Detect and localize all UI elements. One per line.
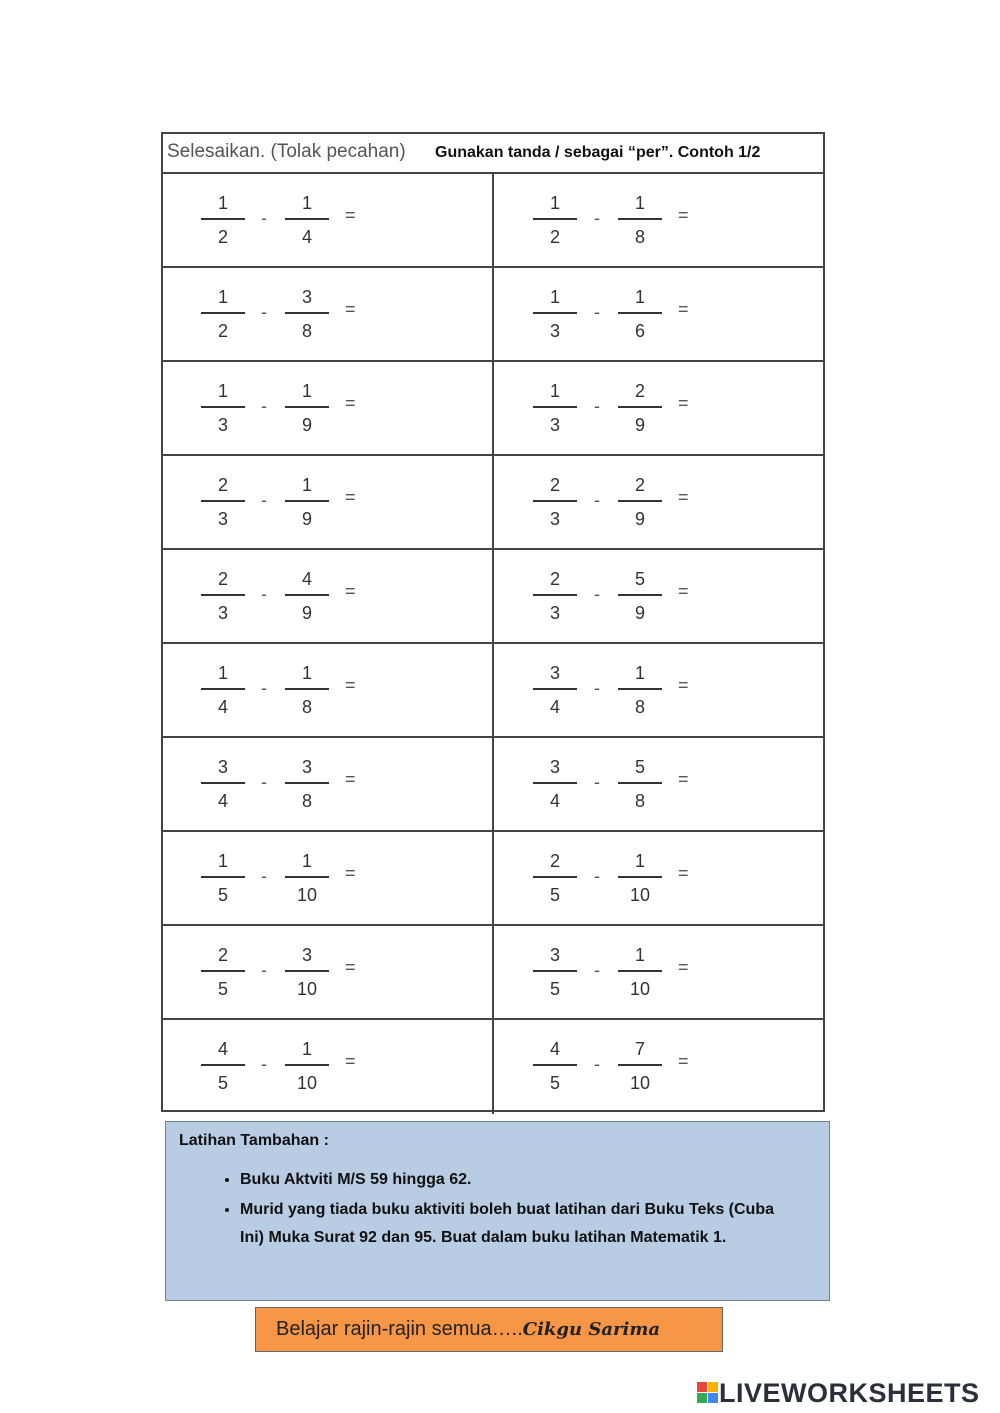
problem-row	[163, 832, 823, 926]
fraction-minuend	[533, 754, 577, 814]
problem-cell-left	[163, 174, 494, 266]
numerator: 1	[217, 381, 228, 401]
fraction-bar	[201, 688, 245, 690]
fraction-bar	[618, 876, 662, 878]
problem-cell-right	[494, 738, 825, 830]
fraction-subtrahend	[285, 472, 329, 532]
extra-exercise-item: • Buku Aktviti M/S 59 hingga 62.	[240, 1166, 800, 1194]
encouragement-message: Belajar rajin-rajin semua…..	[276, 1318, 523, 1340]
equals-sign: =	[345, 863, 356, 883]
fraction-bar	[618, 782, 662, 784]
minus-sign: -	[261, 772, 267, 792]
denominator: 8	[301, 321, 312, 341]
denominator: 4	[549, 697, 560, 717]
encouragement-banner	[255, 1307, 723, 1352]
numerator: 4	[549, 1039, 560, 1059]
fraction-bar	[618, 312, 662, 314]
problem-cell-left	[163, 644, 494, 736]
denominator: 3	[549, 509, 560, 529]
minus-sign: -	[261, 584, 267, 604]
numerator: 1	[301, 663, 312, 683]
fraction-subtrahend	[285, 848, 329, 908]
fraction-minuend	[533, 472, 577, 532]
fraction-bar	[285, 500, 329, 502]
fraction-minuend	[533, 190, 577, 250]
problem-cell-right	[494, 456, 825, 548]
problem-cell-left	[163, 1020, 494, 1114]
denominator: 3	[217, 603, 228, 623]
numerator: 3	[301, 287, 312, 307]
fraction-minuend	[201, 754, 245, 814]
denominator: 9	[301, 415, 312, 435]
minus-sign: -	[594, 490, 600, 510]
problem-cell-right	[494, 174, 825, 266]
denominator: 3	[217, 415, 228, 435]
fraction-minuend	[201, 1036, 245, 1096]
denominator: 5	[217, 1073, 228, 1093]
fraction-bar	[618, 500, 662, 502]
minus-sign: -	[594, 1054, 600, 1074]
numerator: 1	[634, 663, 645, 683]
problem-row	[163, 550, 823, 644]
fraction-minuend	[201, 378, 245, 438]
denominator: 10	[629, 885, 651, 905]
minus-sign: -	[261, 208, 267, 228]
fraction-minuend	[201, 848, 245, 908]
denominator: 9	[634, 509, 645, 529]
equals-sign: =	[345, 299, 356, 319]
numerator: 2	[217, 475, 228, 495]
numerator: 4	[301, 569, 312, 589]
logo-square-yellow	[708, 1382, 718, 1392]
problem-cell-left	[163, 550, 494, 642]
fraction-bar	[618, 594, 662, 596]
denominator: 5	[549, 1073, 560, 1093]
fraction-subtrahend	[285, 660, 329, 720]
equals-sign: =	[345, 1051, 356, 1071]
fraction-subtrahend	[618, 378, 662, 438]
extra-exercise-list	[210, 1166, 800, 1254]
extra-exercise-title: Latihan Tambahan :	[179, 1132, 329, 1149]
fraction-subtrahend	[618, 942, 662, 1002]
worksheet-header	[163, 134, 823, 174]
equals-sign: =	[345, 487, 356, 507]
problem-cell-left	[163, 832, 494, 924]
equals-sign: =	[678, 487, 689, 507]
problem-cell-right	[494, 268, 825, 360]
denominator: 4	[217, 697, 228, 717]
fraction-bar	[201, 1064, 245, 1066]
numerator: 1	[301, 193, 312, 213]
numerator: 1	[634, 945, 645, 965]
numerator: 2	[217, 945, 228, 965]
denominator: 2	[217, 321, 228, 341]
problem-row	[163, 362, 823, 456]
fraction-bar	[201, 970, 245, 972]
numerator: 1	[634, 287, 645, 307]
equals-sign: =	[345, 581, 356, 601]
problem-row	[163, 926, 823, 1020]
fraction-bar	[533, 406, 577, 408]
denominator: 8	[301, 697, 312, 717]
denominator: 5	[549, 979, 560, 999]
logo-square-green	[697, 1393, 707, 1403]
instruction-note: Gunakan tanda / sebagai “per”. Contoh 1/2	[435, 144, 761, 161]
equals-sign: =	[345, 769, 356, 789]
numerator: 4	[217, 1039, 228, 1059]
minus-sign: -	[594, 302, 600, 322]
numerator: 1	[301, 851, 312, 871]
fraction-bar	[201, 876, 245, 878]
fraction-subtrahend	[618, 566, 662, 626]
minus-sign: -	[261, 866, 267, 886]
fraction-subtrahend	[618, 660, 662, 720]
fraction-bar	[285, 876, 329, 878]
equals-sign: =	[345, 957, 356, 977]
minus-sign: -	[261, 1054, 267, 1074]
encouragement-text	[276, 1318, 660, 1341]
fraction-subtrahend	[285, 284, 329, 344]
problem-row	[163, 456, 823, 550]
minus-sign: -	[261, 960, 267, 980]
problem-row	[163, 644, 823, 738]
denominator: 3	[549, 321, 560, 341]
numerator: 1	[549, 287, 560, 307]
fraction-bar	[533, 782, 577, 784]
numerator: 1	[634, 851, 645, 871]
problem-row	[163, 738, 823, 832]
problem-cell-right	[494, 550, 825, 642]
problem-cell-left	[163, 268, 494, 360]
numerator: 1	[301, 381, 312, 401]
fraction-minuend	[201, 942, 245, 1002]
numerator: 1	[634, 193, 645, 213]
fraction-bar	[618, 218, 662, 220]
numerator: 2	[549, 569, 560, 589]
denominator: 10	[296, 1073, 318, 1093]
fraction-bar	[533, 1064, 577, 1066]
teacher-signature: Cikgu Sarima	[522, 1319, 661, 1340]
minus-sign: -	[594, 772, 600, 792]
fraction-bar	[618, 1064, 662, 1066]
numerator: 3	[301, 757, 312, 777]
numerator: 1	[217, 663, 228, 683]
fraction-bar	[285, 312, 329, 314]
numerator: 1	[217, 851, 228, 871]
fraction-bar	[285, 406, 329, 408]
numerator: 5	[634, 569, 645, 589]
numerator: 3	[217, 757, 228, 777]
numerator: 2	[217, 569, 228, 589]
fraction-subtrahend	[618, 848, 662, 908]
denominator: 8	[634, 227, 645, 247]
equals-sign: =	[678, 769, 689, 789]
numerator: 1	[301, 475, 312, 495]
fraction-subtrahend	[618, 190, 662, 250]
minus-sign: -	[261, 678, 267, 698]
fraction-bar	[285, 594, 329, 596]
fraction-minuend	[533, 1036, 577, 1096]
numerator: 1	[301, 1039, 312, 1059]
fraction-subtrahend	[285, 190, 329, 250]
fraction-bar	[201, 312, 245, 314]
fraction-minuend	[533, 284, 577, 344]
problem-cell-right	[494, 832, 825, 924]
fraction-minuend	[201, 472, 245, 532]
denominator: 9	[634, 415, 645, 435]
minus-sign: -	[594, 396, 600, 416]
minus-sign: -	[594, 960, 600, 980]
minus-sign: -	[594, 208, 600, 228]
equals-sign: =	[678, 205, 689, 225]
fraction-bar	[201, 406, 245, 408]
fraction-bar	[285, 782, 329, 784]
fraction-bar	[285, 970, 329, 972]
minus-sign: -	[261, 396, 267, 416]
denominator: 2	[217, 227, 228, 247]
equals-sign: =	[678, 957, 689, 977]
minus-sign: -	[261, 302, 267, 322]
instruction-text: Selesaikan. (Tolak pecahan)	[167, 141, 406, 162]
fraction-bar	[201, 782, 245, 784]
fraction-subtrahend	[618, 1036, 662, 1096]
problem-row	[163, 1020, 823, 1114]
denominator: 10	[629, 1073, 651, 1093]
problem-row	[163, 268, 823, 362]
extra-exercise-item: • Murid yang tiada buku aktiviti boleh buat latihan dari Buku Teks (Cuba Ini) Muka Surat 92 dan 95. Buat dalam buku latihan Matematik 1.	[240, 1196, 800, 1252]
logo-square-blue	[708, 1393, 718, 1403]
numerator: 2	[634, 381, 645, 401]
fraction-subtrahend	[285, 566, 329, 626]
problem-cell-right	[494, 926, 825, 1018]
numerator: 2	[549, 475, 560, 495]
extra-exercise-box	[165, 1121, 830, 1301]
fraction-minuend	[533, 848, 577, 908]
fraction-minuend	[533, 378, 577, 438]
equals-sign: =	[678, 863, 689, 883]
numerator: 1	[217, 287, 228, 307]
fraction-bar	[618, 406, 662, 408]
problem-cell-left	[163, 926, 494, 1018]
denominator: 5	[217, 979, 228, 999]
fraction-subtrahend	[285, 754, 329, 814]
denominator: 10	[296, 979, 318, 999]
fraction-minuend	[533, 942, 577, 1002]
denominator: 3	[217, 509, 228, 529]
minus-sign: -	[261, 490, 267, 510]
fraction-bar	[285, 1064, 329, 1066]
fraction-subtrahend	[618, 472, 662, 532]
numerator: 7	[634, 1039, 645, 1059]
fraction-bar	[201, 594, 245, 596]
fraction-minuend	[201, 566, 245, 626]
numerator: 3	[549, 945, 560, 965]
equals-sign: =	[345, 675, 356, 695]
equals-sign: =	[678, 393, 689, 413]
denominator: 6	[634, 321, 645, 341]
fraction-bar	[285, 688, 329, 690]
fraction-bar	[201, 218, 245, 220]
problem-cell-right	[494, 1020, 825, 1114]
numerator: 1	[217, 193, 228, 213]
equals-sign: =	[678, 1051, 689, 1071]
problem-cell-right	[494, 362, 825, 454]
fraction-subtrahend	[285, 1036, 329, 1096]
denominator: 4	[549, 791, 560, 811]
denominator: 3	[549, 415, 560, 435]
fraction-bar	[533, 218, 577, 220]
worksheet-table	[161, 132, 825, 1112]
fraction-bar	[533, 688, 577, 690]
numerator: 3	[549, 757, 560, 777]
fraction-bar	[618, 688, 662, 690]
minus-sign: -	[594, 866, 600, 886]
fraction-bar	[533, 500, 577, 502]
brand-name: LIVEWORKSHEETS	[719, 1378, 980, 1408]
fraction-subtrahend	[618, 754, 662, 814]
fraction-minuend	[533, 566, 577, 626]
fraction-minuend	[201, 284, 245, 344]
denominator: 10	[296, 885, 318, 905]
numerator: 3	[549, 663, 560, 683]
problem-cell-left	[163, 738, 494, 830]
minus-sign: -	[594, 584, 600, 604]
fraction-bar	[533, 970, 577, 972]
fraction-subtrahend	[618, 284, 662, 344]
denominator: 4	[301, 227, 312, 247]
problem-cell-right	[494, 644, 825, 736]
denominator: 5	[217, 885, 228, 905]
equals-sign: =	[678, 299, 689, 319]
numerator: 5	[634, 757, 645, 777]
equals-sign: =	[678, 675, 689, 695]
fraction-subtrahend	[285, 942, 329, 1002]
problem-cell-left	[163, 362, 494, 454]
numerator: 1	[549, 381, 560, 401]
problem-cell-left	[163, 456, 494, 548]
denominator: 4	[217, 791, 228, 811]
liveworksheets-logo-icon	[697, 1382, 719, 1404]
equals-sign: =	[345, 205, 356, 225]
fraction-bar	[533, 312, 577, 314]
numerator: 3	[301, 945, 312, 965]
denominator: 8	[634, 697, 645, 717]
denominator: 9	[301, 509, 312, 529]
fraction-bar	[285, 218, 329, 220]
fraction-bar	[533, 594, 577, 596]
fraction-minuend	[201, 660, 245, 720]
minus-sign: -	[594, 678, 600, 698]
numerator: 2	[634, 475, 645, 495]
numerator: 2	[549, 851, 560, 871]
denominator: 2	[549, 227, 560, 247]
equals-sign: =	[345, 393, 356, 413]
numerator: 1	[549, 193, 560, 213]
denominator: 9	[634, 603, 645, 623]
denominator: 3	[549, 603, 560, 623]
denominator: 8	[634, 791, 645, 811]
fraction-bar	[201, 500, 245, 502]
problem-row	[163, 174, 823, 268]
denominator: 10	[629, 979, 651, 999]
fraction-bar	[618, 970, 662, 972]
denominator: 5	[549, 885, 560, 905]
fraction-subtrahend	[285, 378, 329, 438]
fraction-minuend	[533, 660, 577, 720]
equals-sign: =	[678, 581, 689, 601]
fraction-minuend	[201, 190, 245, 250]
fraction-bar	[533, 876, 577, 878]
logo-square-red	[697, 1382, 707, 1392]
denominator: 9	[301, 603, 312, 623]
denominator: 8	[301, 791, 312, 811]
